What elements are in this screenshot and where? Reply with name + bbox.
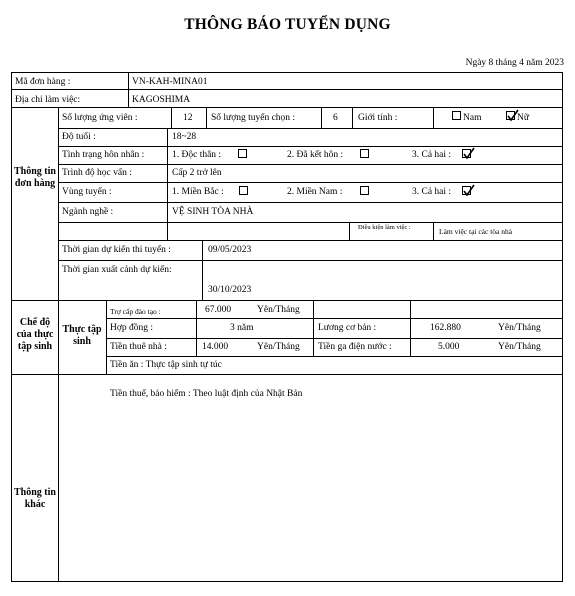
training-allowance-label: Trợ cấp đào tạo :: [110, 307, 161, 316]
checkmark-icon: [462, 184, 475, 197]
age-range: 18~28: [172, 132, 197, 142]
selected-label: Số lượng tuyển chọn :: [211, 113, 296, 123]
rent-unit: Yên/Tháng: [257, 342, 300, 352]
region-label: Vùng tuyển :: [62, 187, 112, 197]
region-both-label: 3. Cả hai :: [412, 187, 452, 197]
tax-insurance-policy: Tiền thuế, bảo hiểm : Theo luật định của Nhật Bản: [110, 389, 303, 399]
food-policy: Tiền ăn : Thực tập sinh tự túc: [110, 360, 222, 370]
marital-married-label: 2. Đã kết hôn :: [287, 150, 344, 160]
job-field: VỆ SINH TÒA NHÀ: [172, 207, 254, 217]
region-south-label: 2. Miền Nam :: [287, 187, 343, 197]
exam-date: 09/05/2023: [208, 245, 252, 255]
utilities-label: Tiền ga điện nước :: [318, 342, 392, 352]
selected-count: 6: [333, 113, 338, 123]
male-label: Nam: [463, 113, 482, 123]
region-south-checkbox[interactable]: [360, 186, 369, 195]
recruitment-form: [11, 72, 563, 582]
utilities-amount: 5.000: [438, 342, 460, 352]
work-condition-label: Điều kiện làm việc :: [358, 224, 411, 231]
trainee-subheading: Thực tập sinh: [62, 324, 102, 347]
region-north-label: 1. Miền Bắc :: [172, 187, 224, 197]
page-title: THÔNG BÁO TUYỂN DỤNG: [184, 16, 391, 33]
rent-label: Tiền thuê nhà :: [110, 342, 167, 352]
job-label: Ngành nghề :: [62, 207, 114, 217]
exam-date-label: Thời gian dự kiến thi tuyển :: [62, 245, 171, 255]
marital-married-checkbox[interactable]: [360, 149, 369, 158]
document-date: Ngày 8 tháng 4 năm 2023: [465, 58, 564, 68]
training-allowance: 67.000: [205, 305, 232, 315]
other-info-heading: Thông tin khác: [14, 487, 56, 510]
base-salary: 162.880: [430, 323, 461, 333]
departure-date: 30/10/2023: [208, 285, 252, 295]
education-label: Trình độ học vấn :: [62, 168, 132, 178]
region-both-checkbox[interactable]: [462, 186, 471, 195]
marital-both-label: 3. Cả hai :: [412, 150, 452, 160]
contract-term: 3 năm: [230, 323, 254, 333]
education-level: Cấp 2 trở lên: [172, 168, 222, 178]
applicants-count: 12: [183, 113, 193, 123]
checkmark-icon: [462, 147, 475, 160]
contract-label: Hợp đồng :: [110, 323, 154, 333]
marital-both-checkbox[interactable]: [462, 149, 471, 158]
work-condition: Làm việc tại các tòa nhà: [439, 227, 513, 236]
order-info-heading: Thông tin đơn hàng: [14, 166, 56, 189]
order-code-label: Mã đơn hàng :: [15, 77, 71, 87]
utilities-unit: Yên/Tháng: [498, 342, 541, 352]
female-label: Nữ: [517, 113, 530, 123]
female-checkbox[interactable]: [506, 111, 515, 120]
training-allowance-unit: Yên/Tháng: [257, 305, 300, 315]
male-checkbox[interactable]: [452, 111, 461, 120]
departure-date-label: Thời gian xuất cảnh dự kiến:: [62, 265, 172, 275]
age-label: Độ tuổi :: [62, 132, 96, 142]
region-north-checkbox[interactable]: [239, 186, 248, 195]
rent-amount: 14.000: [202, 342, 229, 352]
marital-single-label: 1. Độc thân :: [172, 150, 222, 160]
gender-label: Giới tính :: [358, 113, 398, 123]
base-salary-unit: Yên/Tháng: [498, 323, 541, 333]
applicants-label: Số lượng ứng viên :: [62, 113, 138, 123]
workplace-label: Địa chi làm việc:: [15, 95, 81, 105]
trainee-regime-heading: Chế độ của thực tập sinh: [16, 317, 54, 352]
base-salary-label: Lương cơ bản :: [318, 323, 377, 333]
marital-label: Tình trạng hôn nhân :: [62, 150, 145, 160]
workplace: KAGOSHIMA: [132, 95, 191, 105]
marital-single-checkbox[interactable]: [238, 149, 247, 158]
order-code: VN-KAH-MINA01: [132, 77, 208, 87]
